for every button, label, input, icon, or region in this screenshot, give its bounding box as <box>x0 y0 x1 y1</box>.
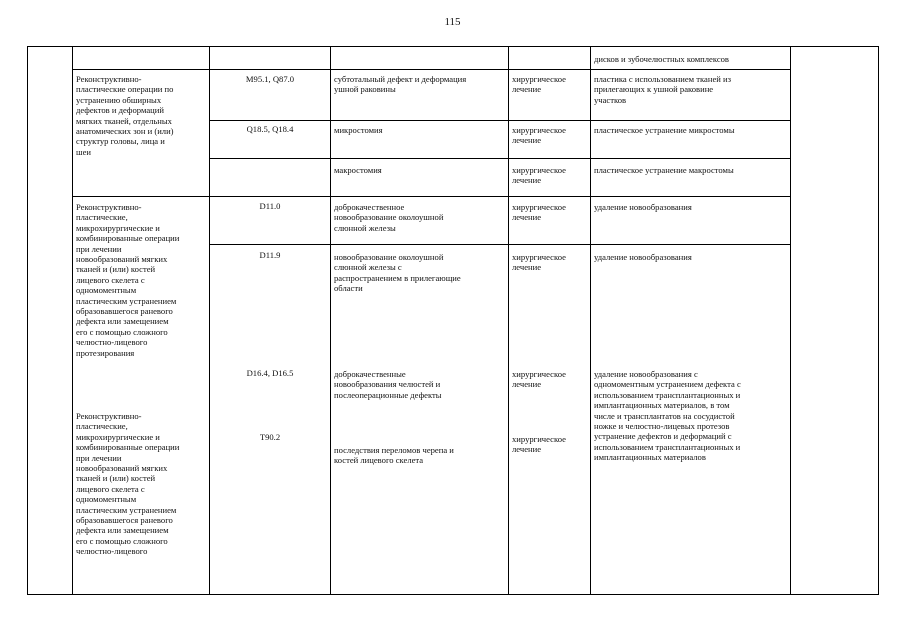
row-divider-3 <box>209 158 790 159</box>
diagnosis-cell: последствия переломов черепа и костей лицевого скелета <box>334 445 454 466</box>
method-cell: пластическое устранение макростомы <box>594 165 734 175</box>
method-cell: удаление новообразования с одномоментным устранением дефекта с использованием трансплантационных и имплантационных материалов, в том числе и трансплантатов на сосудистой ножке и челюстно-лицевых протезов устранение дефектов и деформаций с использованием трансплантационных и имплантационных материалов <box>594 369 741 463</box>
column-divider-4 <box>508 47 509 594</box>
treatment-type-cell: хирургическое лечение <box>512 202 566 223</box>
row-divider-2 <box>209 120 790 121</box>
treatment-type-cell: хирургическое лечение <box>512 125 566 146</box>
method-cell: пластика с использованием тканей из прилегающих к ушной раковине участков <box>594 74 732 105</box>
page-number: 115 <box>444 16 461 28</box>
procedure-name-cell: Реконструктивно- пластические операции по устранению обширных дефектов и деформаций мягких тканей, отдельных анатомических зон и (или) структур головы, лица и шеи <box>76 74 174 157</box>
method-cell: пластическое устранение микростомы <box>594 125 735 135</box>
diagnosis-code-cell: D11.0 <box>259 201 281 211</box>
treatment-type-cell: хирургическое лечение <box>512 369 566 390</box>
method-cell-continued: дисков и зубочелюстных комплексов <box>594 54 729 64</box>
column-divider-1 <box>72 47 73 594</box>
diagnosis-cell: доброкачественное новообразование околоушной слюнной железы <box>334 202 444 233</box>
treatment-type-cell: хирургическое лечение <box>512 252 566 273</box>
diagnosis-code-cell: Q18.5, Q18.4 <box>246 124 294 134</box>
method-cell: удаление новообразования <box>594 252 692 262</box>
diagnosis-code-cell: D16.4, D16.5 <box>246 368 294 378</box>
diagnosis-cell: макростомия <box>334 165 382 175</box>
treatment-type-cell: хирургическое лечение <box>512 74 566 95</box>
column-divider-3 <box>330 47 331 594</box>
row-divider-5 <box>209 244 790 245</box>
diagnosis-cell: субтотальный дефект и деформация ушной раковины <box>334 74 467 95</box>
column-divider-5 <box>590 47 591 594</box>
diagnosis-cell: микростомия <box>334 125 383 135</box>
method-cell: удаление новообразования <box>594 202 692 212</box>
procedure-name-cell: Реконструктивно- пластические, микрохирургические и комбинированные операции при лечении новообразований мягких тканей и (или) костей лицевого скелета с одномоментным пластическим устранением образовавшегося раневого дефекта или замещением его с помощью сложного челюстно-лицевого протезирования <box>76 202 180 358</box>
diagnosis-code-cell: T90.2 <box>259 432 281 442</box>
treatment-type-cell: хирургическое лечение <box>512 165 566 186</box>
procedures-table <box>27 46 879 595</box>
procedure-name-cell: Реконструктивно- пластические, микрохирургические и комбинированные операции при лечении новообразований мягких тканей и (или) костей лицевого скелета с одномоментным пластическим устранением образовавшегося раневого дефекта или замещением его с помощью сложного челюстно-лицевого <box>76 411 180 557</box>
column-divider-6 <box>790 47 791 594</box>
treatment-type-cell: хирургическое лечение <box>512 434 566 455</box>
diagnosis-cell: новообразование околоушной слюнной железы с распространением в прилегающие области <box>334 252 461 294</box>
diagnosis-code-cell: D11.9 <box>259 250 281 260</box>
row-divider-4 <box>72 196 790 197</box>
row-divider-1 <box>72 69 790 70</box>
diagnosis-cell: доброкачественные новообразования челюстей и послеоперационные дефекты <box>334 369 442 400</box>
diagnosis-code-cell: M95.1, Q87.0 <box>245 74 295 84</box>
